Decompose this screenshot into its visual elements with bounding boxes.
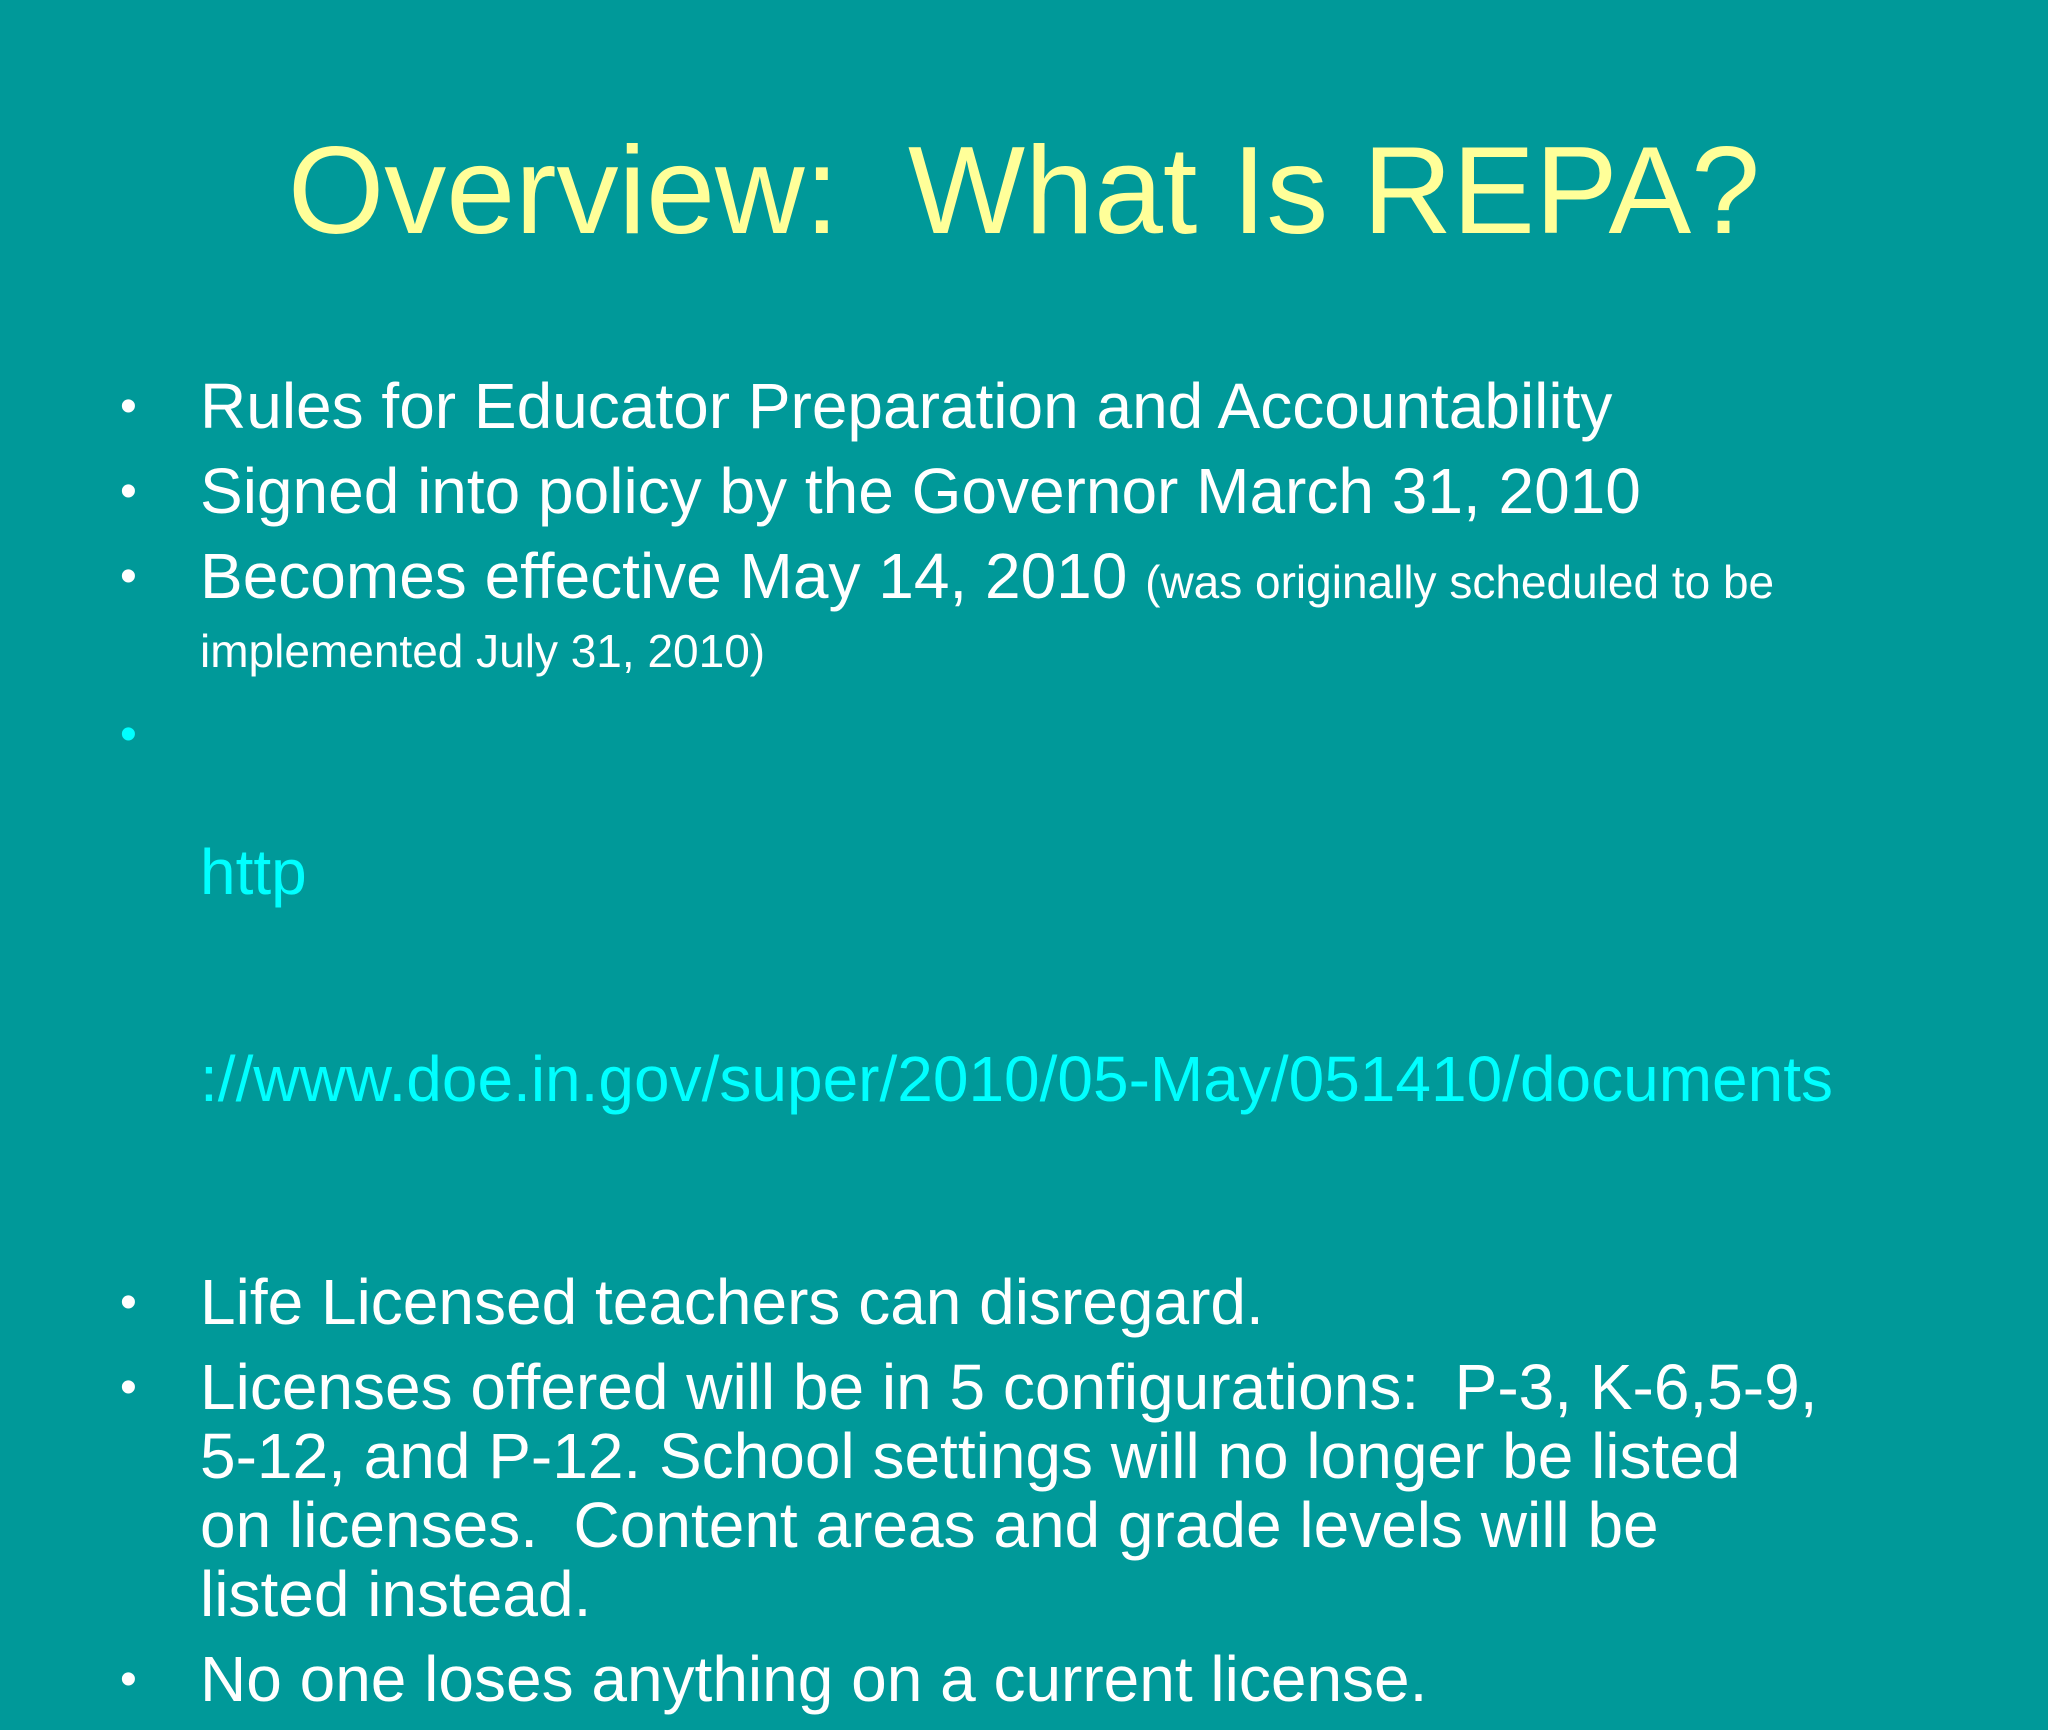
bullet-item	[120, 372, 1928, 441]
bullet-marker: •	[120, 465, 137, 518]
bullet-note: (was originally scheduled to be implemented July 31, 2010)	[200, 556, 1775, 677]
bullet-item	[120, 457, 1928, 526]
bullet-marker: •	[120, 1653, 137, 1706]
bullet-item	[120, 1645, 1928, 1714]
bullet-text: No one loses anything on a current license.	[200, 1643, 1428, 1715]
bullet-marker: •	[120, 550, 137, 603]
bullet-marker: •	[120, 708, 137, 761]
documents-link[interactable]	[200, 700, 1926, 1252]
link-line-2: ://www.doe.in.gov/super/2010/05-May/051410/documents	[200, 1043, 1833, 1115]
bullet-text: Signed into policy by the Governor March 31, 2010	[200, 455, 1641, 527]
link-line-1: http	[200, 836, 307, 908]
slide-title: Overview: What Is REPA?	[287, 122, 1761, 260]
bullet-item	[120, 542, 1928, 680]
bullet-text: Becomes effective May 14, 2010	[200, 540, 1146, 612]
bullet-list	[120, 372, 1928, 1730]
bullet-marker: •	[120, 1276, 137, 1329]
bullet-text: Licenses offered will be in 5 configurations: P-3, K-6,5-9, 5-12, and P-12. School settings will no longer be listed on licenses. Content areas and grade levels will be listed instead.	[200, 1351, 1836, 1630]
bullet-item	[120, 1268, 1928, 1337]
bullet-text: Rules for Educator Preparation and Accountability	[200, 370, 1613, 442]
bullet-item-link	[120, 700, 1928, 1252]
bullet-marker: •	[120, 380, 137, 433]
bullet-text: Life Licensed teachers can disregard.	[200, 1266, 1264, 1338]
bullet-item	[120, 1353, 1928, 1629]
bullet-marker: •	[120, 1361, 137, 1414]
